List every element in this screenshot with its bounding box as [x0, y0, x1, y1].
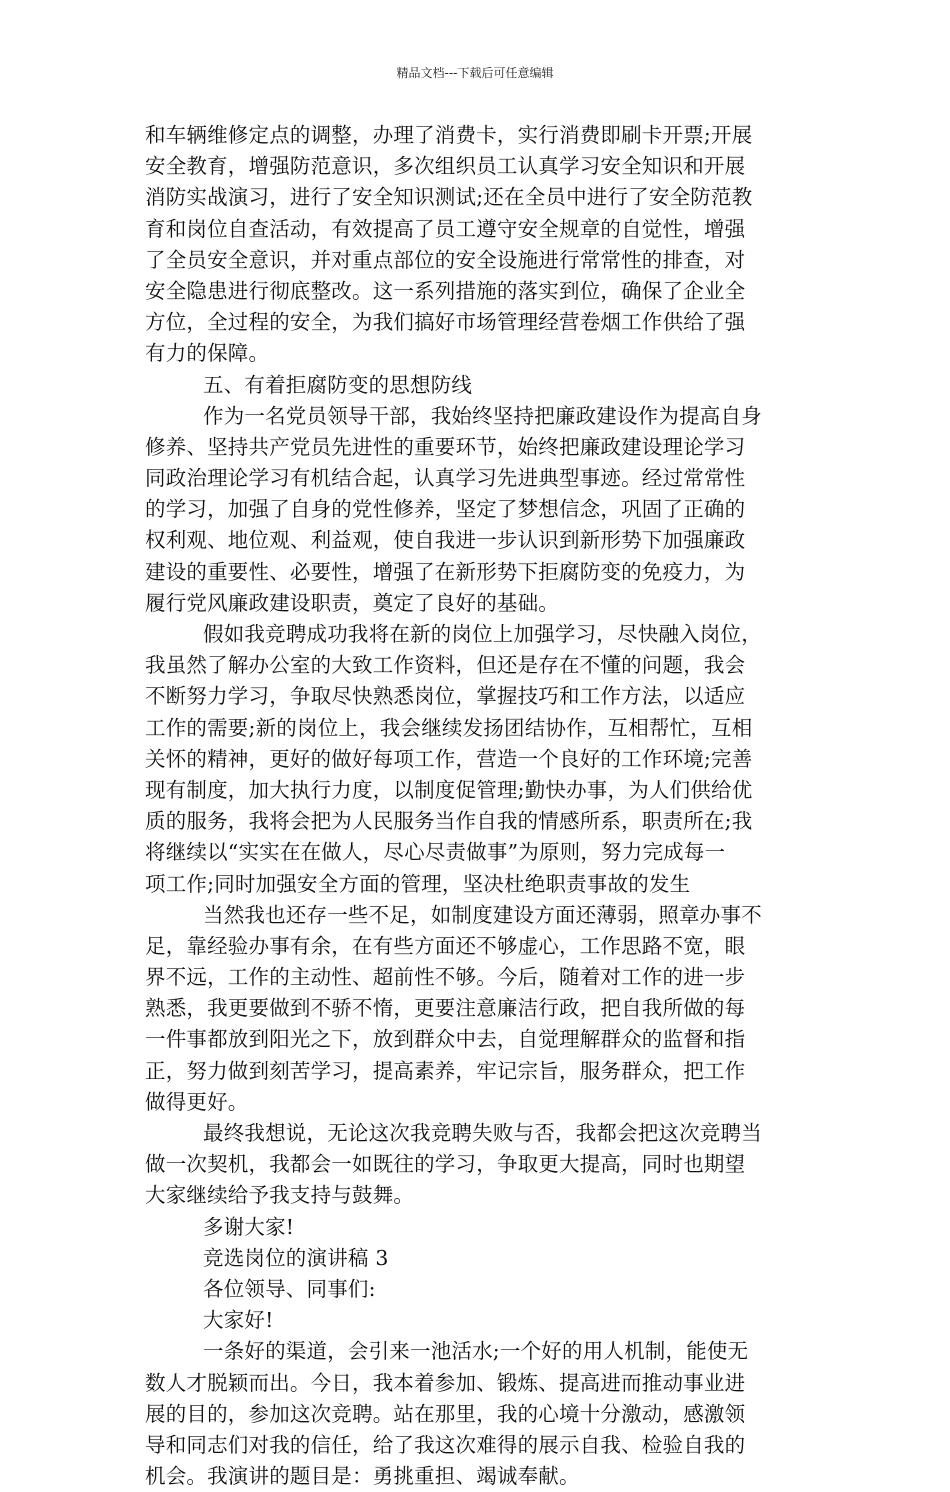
text-line: 关怀的精神，更好的做好每项工作，营造一个良好的工作环境;完善	[145, 746, 753, 771]
text-line: 权利观、地位观、利益观，使自我进一步认识到新形势下加强廉政	[145, 528, 746, 553]
text-line: 大家好!	[203, 1308, 274, 1333]
text-line: 安全教育，增强防范意识，多次组织员工认真学习安全知识和开展	[145, 154, 746, 179]
text-line: 五、有着拒腐防变的思想防线	[203, 372, 473, 397]
text-line: 熟悉，我更要做到不骄不惰，更要注意廉洁行政，把自我所做的每	[145, 996, 746, 1021]
text-line: 和车辆维修定点的调整，办理了消费卡，实行消费即刷卡开票;开展	[145, 123, 753, 147]
text-line: 不断努力学习，争取尽快熟悉岗位，掌握技巧和工作方法，以适应	[145, 684, 746, 709]
document-body	[145, 120, 807, 1492]
text-line: 做一次契机，我都会一如既往的学习，争取更大提高，同时也期望	[145, 1152, 746, 1177]
text-line: 一件事都放到阳光之下，放到群众中去，自觉理解群众的监督和指	[145, 1027, 746, 1052]
text-line: 有力的保障。	[145, 341, 270, 366]
text-line: 工作的需要;新的岗位上，我会继续发扬团结协作，互相帮忙，互相	[145, 715, 753, 740]
text-line: 现有制度，加大执行力度，以制度促管理;勤快办事，为人们供给优	[145, 777, 753, 802]
text-line: 修养、坚持共产党员先进性的重要环节，始终把廉政建设理论学习	[145, 434, 746, 459]
text-line: 正，努力做到刻苦学习，提高素养，牢记宗旨，服务群众，把工作	[145, 1058, 746, 1083]
text-line: 我虽然了解办公室的大致工作资料，但还是存在不懂的问题，我会	[145, 653, 746, 678]
text-line: 一条好的渠道，会引来一池活水;一个好的用人机制，能使无	[203, 1339, 749, 1364]
text-line: 项工作;同时加强安全方面的管理，坚决杜绝职责事故的发生	[145, 871, 691, 896]
text-line: 假如我竞聘成功我将在新的岗位上加强学习，尽快融入岗位，	[203, 622, 762, 646]
text-line: 展的目的，参加这次竞聘。站在那里，我的心境十分激动，感激领	[145, 1401, 746, 1426]
page-header: 精品文档---下载后可任意编辑	[396, 66, 554, 80]
text-line: 作为一名党员领导干部，我始终坚持把廉政建设作为提高自身	[203, 403, 762, 428]
text-line: 同政治理论学习有机结合起，认真学习先进典型事迹。经过常常性	[145, 466, 746, 491]
text-line: 数人才脱颖而出。今日，我本着参加、锻炼、提高进而推动事业进	[145, 1370, 746, 1395]
text-line: 界不远，工作的主动性、超前性不够。今后，随着对工作的进一步	[145, 965, 746, 990]
text-line: 足，靠经验办事有余，在有些方面还不够虚心，工作思路不宽，眼	[145, 933, 746, 958]
text-line: 做得更好。	[145, 1089, 249, 1114]
text-line: 了全员安全意识，并对重点部位的安全设施进行常常性的排查，对	[145, 247, 746, 272]
text-line: 各位领导、同事们:	[203, 1276, 376, 1301]
text-line: 安全隐患进行彻底整改。这一系列措施的落实到位，确保了企业全	[145, 278, 746, 303]
text-line: 的学习，加强了自身的党性修养，坚定了梦想信念，巩固了正确的	[145, 497, 746, 522]
text-line: 育和岗位自查活动，有效提高了员工遵守安全规章的自觉性，增强	[145, 216, 746, 241]
text-line: 导和同志们对我的信任，给了我这次难得的展示自我、检验自我的	[145, 1432, 746, 1457]
text-line: 机会。我演讲的题目是：勇挑重担、竭诚奉献。	[145, 1464, 580, 1489]
text-line: 履行党风廉政建设职责，奠定了良好的基础。	[145, 590, 559, 615]
text-line: 当然我也还存一些不足，如制度建设方面还薄弱，照章办事不	[203, 902, 762, 927]
text-line: 建设的重要性、必要性，增强了在新形势下拒腐防变的免疫力，为	[145, 559, 746, 584]
text-line: 质的服务，我将会把为人民服务当作自我的情感所系，职责所在;我	[145, 809, 753, 834]
text-line: 最终我想说，无论这次我竞聘失败与否，我都会把这次竞聘当	[203, 1121, 762, 1145]
text-line: 消防实战演习，进行了安全知识测试;还在全员中进行了安全防范教	[145, 185, 753, 210]
text-line: 多谢大家!	[203, 1214, 295, 1239]
text-line: 大家继续给予我支持与鼓舞。	[145, 1183, 415, 1208]
text-line: 将继续以“实实在在做人，尽心尽责做事”为原则，努力完成每一	[145, 840, 726, 865]
text-line: 竞选岗位的演讲稿 3	[203, 1245, 389, 1270]
text-line: 方位，全过程的安全，为我们搞好市场管理经营卷烟工作供给了强	[145, 310, 746, 335]
